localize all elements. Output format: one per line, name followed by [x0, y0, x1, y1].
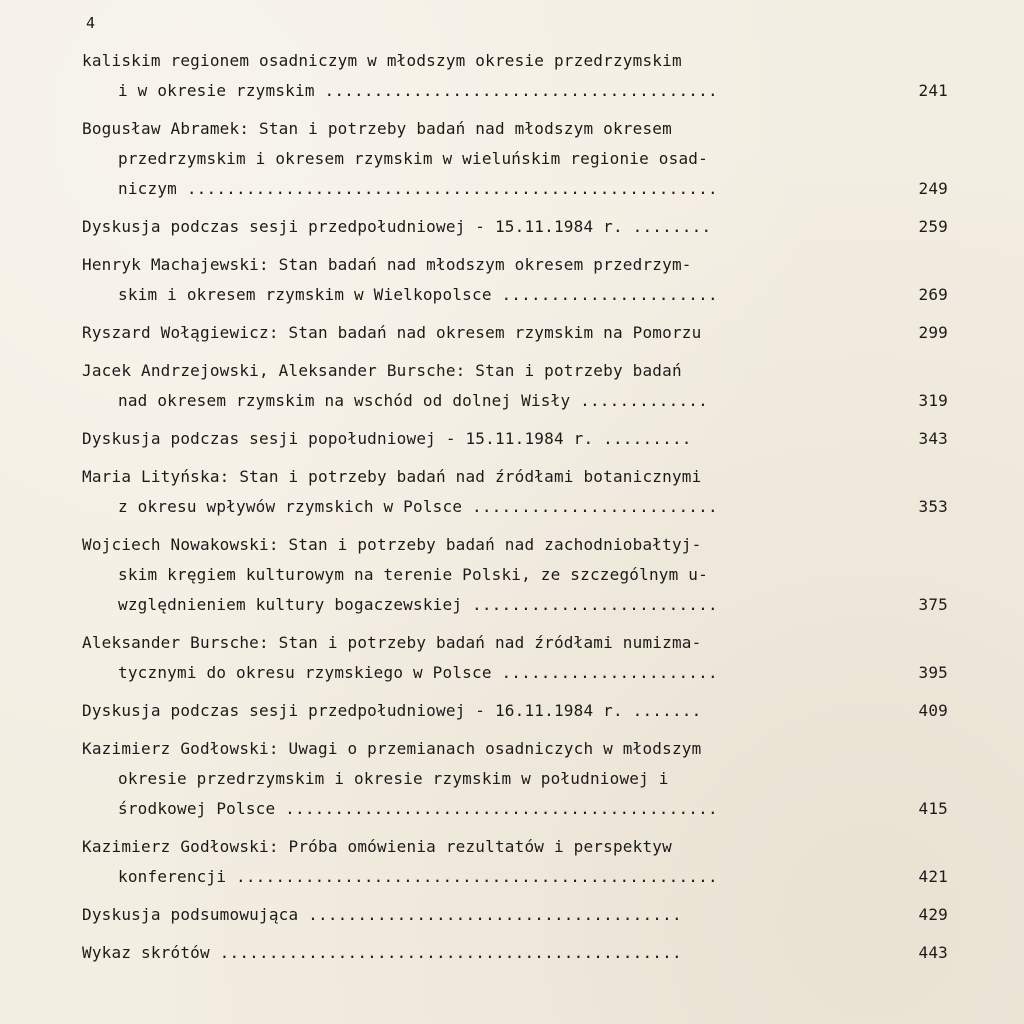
toc-entry-line [82, 250, 948, 280]
toc-entry-line [82, 46, 948, 76]
toc-entry-text: Dyskusja podsumowująca ...................................... [82, 905, 682, 924]
toc-entry-text: nad okresem rzymskim na wschód od dolnej Wisły ............. [118, 391, 708, 410]
toc-entry-page: 269 [918, 285, 948, 304]
toc-entry-text: Ryszard Wołągiewicz: Stan badań nad okresem rzymskim na Pomorzu [82, 323, 702, 342]
toc-entry [82, 628, 948, 688]
toc-entry-line [82, 462, 948, 492]
toc-entry-line [82, 794, 948, 824]
toc-entry [82, 318, 948, 348]
toc-entry [82, 832, 948, 892]
toc-entry-text: Dyskusja podczas sesji popołudniowej - 15.11.1984 r. ......... [82, 429, 692, 448]
toc-entry-line [82, 424, 948, 454]
toc-entry-line [82, 734, 948, 764]
toc-entry-page: 443 [918, 943, 948, 962]
toc-entry-page: 241 [918, 81, 948, 100]
toc-entry-page: 353 [918, 497, 948, 516]
toc-entry-line [82, 386, 948, 416]
toc-entry-text: Wykaz skrótów ............................................... [82, 943, 682, 962]
toc-entry-line [82, 212, 948, 242]
toc-entry-text: Jacek Andrzejowski, Aleksander Bursche: Stan i potrzeby badań [82, 361, 682, 380]
toc-entry [82, 424, 948, 454]
toc-entry-page: 319 [918, 391, 948, 410]
toc-entry [82, 530, 948, 620]
toc-entry-line [82, 530, 948, 560]
toc-entry-text: Maria Lityńska: Stan i potrzeby badań nad źródłami botanicznymi [82, 467, 702, 486]
toc-entry-page: 375 [918, 595, 948, 614]
page-number: 4 [86, 14, 96, 32]
toc-entry-text: Aleksander Bursche: Stan i potrzeby badań nad źródłami numizma- [82, 633, 702, 652]
toc-entry-text: Dyskusja podczas sesji przedpołudniowej - 16.11.1984 r. ....... [82, 701, 702, 720]
toc-entry-line [82, 76, 948, 106]
toc-entry-text: skim i okresem rzymskim w Wielkopolsce ...................... [118, 285, 718, 304]
toc-entry-line [82, 492, 948, 522]
toc-entry-line [82, 628, 948, 658]
toc-entry-line [82, 832, 948, 862]
toc-entry-text: względnieniem kultury bogaczewskiej ......................... [118, 595, 718, 614]
toc-entry-text: konferencji ................................................. [118, 867, 718, 886]
toc-entry-line [82, 658, 948, 688]
toc-entry-text: kaliskim regionem osadniczym w młodszym okresie przedrzymskim [82, 51, 682, 70]
toc-entry-line [82, 114, 948, 144]
toc-entry-text: niczym ...................................................... [118, 179, 718, 198]
toc-entry-line [82, 318, 948, 348]
toc-entry-page: 395 [918, 663, 948, 682]
toc-entry-page: 343 [918, 429, 948, 448]
toc-entry-page: 299 [918, 323, 948, 342]
toc-entry-line [82, 174, 948, 204]
toc-entry-page: 429 [918, 905, 948, 924]
toc-entry [82, 938, 948, 968]
toc-entry [82, 356, 948, 416]
toc-entry-text: Dyskusja podczas sesji przedpołudniowej - 15.11.1984 r. ........ [82, 217, 712, 236]
toc-entry-text: skim kręgiem kulturowym na terenie Polski, ze szczególnym u- [118, 565, 708, 584]
toc-entry [82, 462, 948, 522]
toc-entry-page: 409 [918, 701, 948, 720]
toc-entry-line [82, 280, 948, 310]
toc-entry [82, 212, 948, 242]
toc-entry-page: 415 [918, 799, 948, 818]
toc-entry-text: Henryk Machajewski: Stan badań nad młodszym okresem przedrzym- [82, 255, 692, 274]
toc-entry [82, 250, 948, 310]
toc-entry-line [82, 900, 948, 930]
toc-entry-text: środkowej Polsce ............................................ [118, 799, 718, 818]
toc-entry-line [82, 764, 948, 794]
toc-entry-page: 249 [918, 179, 948, 198]
toc-entry-text: tycznymi do okresu rzymskiego w Polsce ...................... [118, 663, 718, 682]
toc-entry-text: Wojciech Nowakowski: Stan i potrzeby badań nad zachodniobałtyj- [82, 535, 702, 554]
toc-entry-line [82, 696, 948, 726]
toc-entry-page: 259 [918, 217, 948, 236]
toc-entry-page: 421 [918, 867, 948, 886]
toc-entry-line [82, 590, 948, 620]
toc-entry-text: z okresu wpływów rzymskich w Polsce ......................... [118, 497, 718, 516]
toc-entry-line [82, 356, 948, 386]
toc-entry [82, 734, 948, 824]
toc-entry-text: okresie przedrzymskim i okresie rzymskim w południowej i [118, 769, 669, 788]
toc-entry-text: przedrzymskim i okresem rzymskim w wieluńskim regionie osad- [118, 149, 708, 168]
toc-entry [82, 696, 948, 726]
toc-entry-text: Kazimierz Godłowski: Uwagi o przemianach osadniczych w młodszym [82, 739, 702, 758]
toc-entry [82, 46, 948, 106]
toc-entry [82, 900, 948, 930]
toc-entry [82, 114, 948, 204]
toc-entry-text: i w okresie rzymskim ........................................ [118, 81, 718, 100]
toc-entry-line [82, 862, 948, 892]
toc-entry-line [82, 560, 948, 590]
toc-entry-line [82, 938, 948, 968]
table-of-contents [82, 46, 948, 976]
toc-entry-text: Kazimierz Godłowski: Próba omówienia rezultatów i perspektyw [82, 837, 672, 856]
toc-entry-line [82, 144, 948, 174]
toc-entry-text: Bogusław Abramek: Stan i potrzeby badań nad młodszym okresem [82, 119, 672, 138]
